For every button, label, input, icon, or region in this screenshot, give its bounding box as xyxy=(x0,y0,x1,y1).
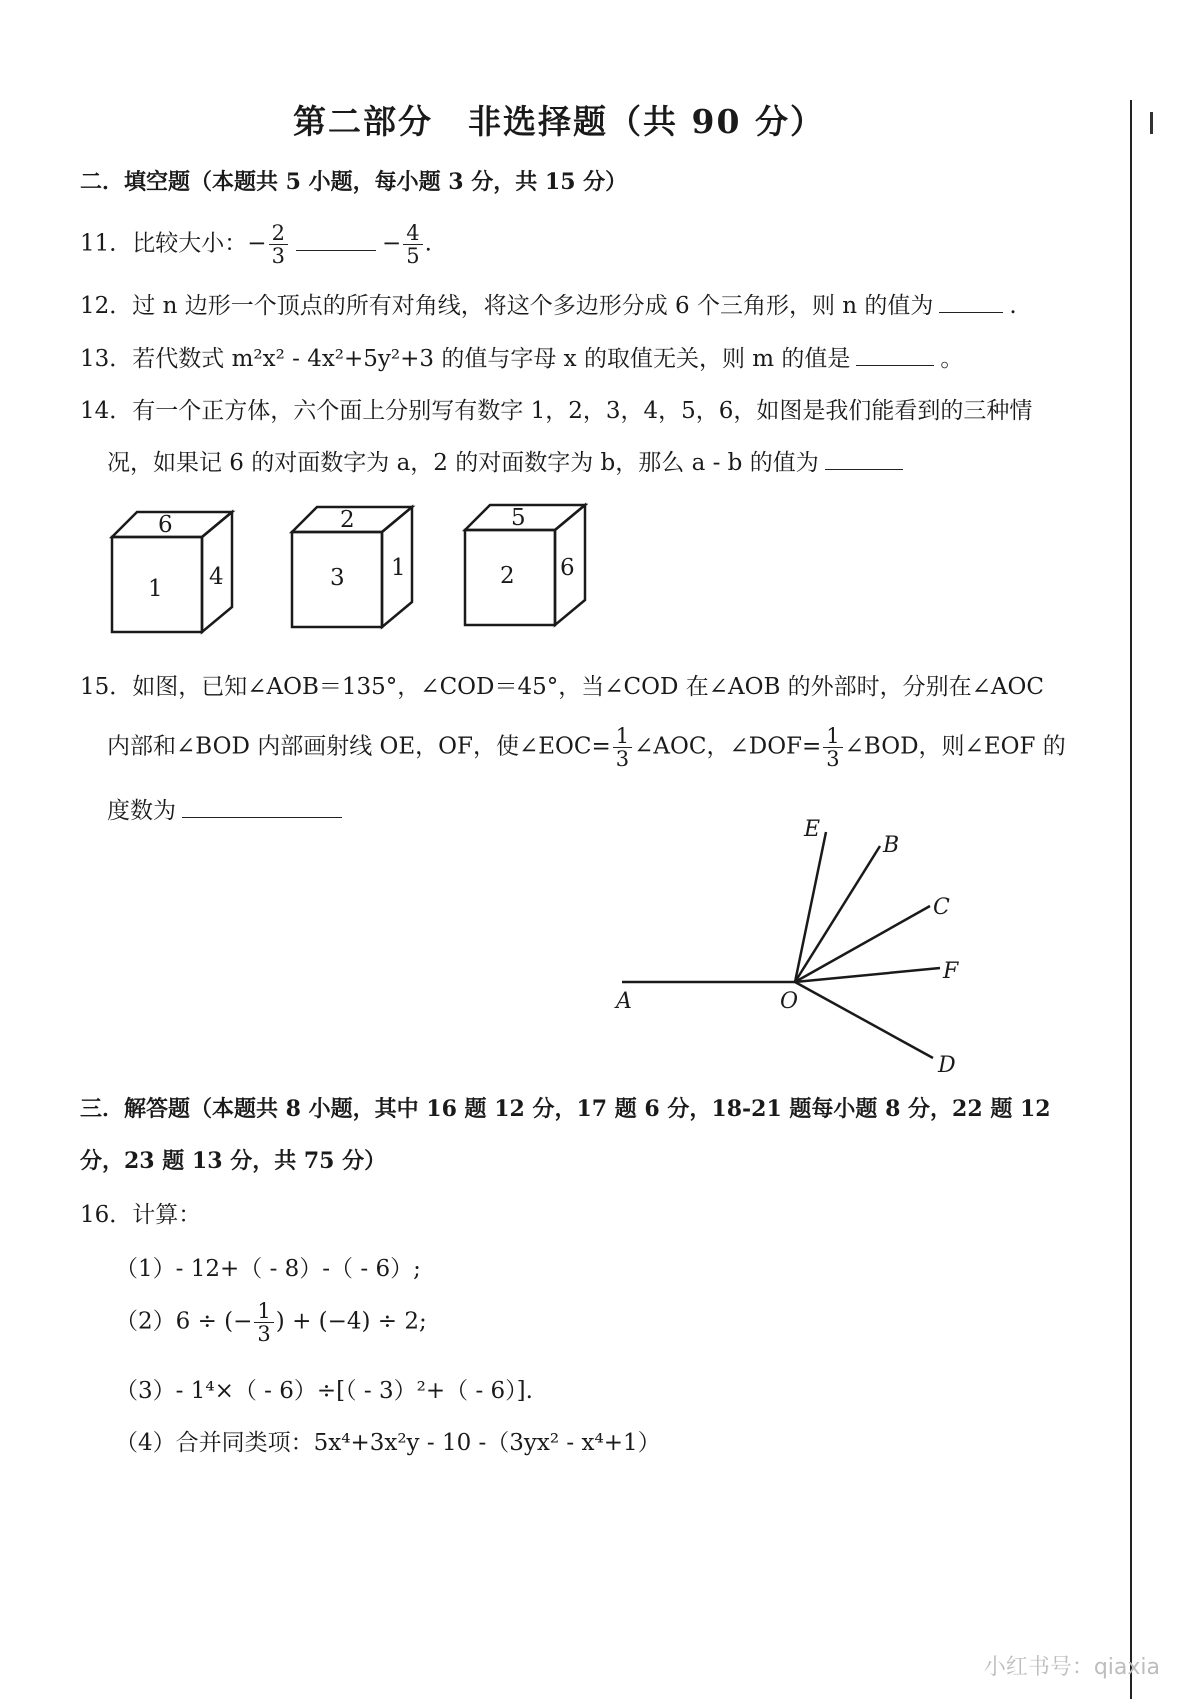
cube-2-front-number: 3 xyxy=(330,565,345,591)
question-15-line-2: 内部和∠BOD 内部画射线 OE，OF，使∠EOC= $\frac{1}{3}$ ∠AOC，∠DOF= $\frac{1}{3}$ ∠BOD，则∠EOF 的 xyxy=(107,724,1066,772)
question-16-part-1: （1）- 12+（ - 8）-（ - 6）; xyxy=(115,1256,421,1282)
cube-3-top-number: 5 xyxy=(511,505,526,531)
label-b: B xyxy=(883,833,900,858)
section-2-heading: 二．填空题（本题共 5 小题，每小题 3 分，共 15 分） xyxy=(80,169,628,195)
page-title: 第二部分 非选择题（共 90 分） xyxy=(293,102,825,141)
cube-3 xyxy=(463,503,593,637)
cube-2-side-number: 1 xyxy=(391,555,406,581)
q16-2-fraction: $\frac{1}{3}$ xyxy=(254,1300,273,1345)
cube-1-front-number: 1 xyxy=(148,576,163,602)
section-3-heading-line-1: 三．解答题（本题共 8 小题，其中 16 题 12 分，17 题 6 分，18-21 题每小题 8 分，22 题 12 xyxy=(80,1096,1051,1122)
cube-1 xyxy=(110,510,240,644)
cube-2-top-number: 2 xyxy=(340,507,355,533)
ray-od xyxy=(795,982,933,1058)
q11-minus-1: − xyxy=(247,230,267,257)
question-16-part-4: （4）合并同类项：5x⁴+3x²y - 10 -（3yx² - x⁴+1） xyxy=(115,1430,661,1456)
cube-3-front-number: 2 xyxy=(500,563,515,589)
q12-answer-blank[interactable] xyxy=(939,310,1003,313)
cube-2 xyxy=(290,505,420,639)
cube-3-side-number: 6 xyxy=(560,555,575,581)
label-d: D xyxy=(938,1053,956,1078)
question-12: 12．过 n 边形一个顶点的所有对角线，将这个多边形分成 6 个三角形，则 n 的值为 . xyxy=(80,293,1017,319)
q15-fraction-1: $\frac{1}{3}$ xyxy=(613,725,632,770)
label-o: O xyxy=(780,989,799,1014)
q11-answer-blank[interactable] xyxy=(296,248,376,251)
question-15-line-1: 15．如图，已知∠AOB＝135°，∠COD＝45°，当∠COD 在∠AOB 的外部时，分别在∠AOC xyxy=(80,674,1045,700)
section-3-heading-line-2: 分，23 题 13 分，共 75 分） xyxy=(80,1148,387,1174)
question-14-line-2: 况，如果记 6 的对面数字为 a，2 的对面数字为 b，那么 a - b 的值为 xyxy=(107,444,909,477)
q13-expression: m²x² - 4x²+5y²+3 xyxy=(231,346,435,372)
q15-fraction-2: $\frac{1}{3}$ xyxy=(823,725,842,770)
q13-answer-blank[interactable] xyxy=(856,363,934,366)
q11-fraction-2: $\frac{4}{5}$ xyxy=(403,222,422,267)
ray-ob xyxy=(795,846,880,982)
question-16-part-3: （3）- 1⁴×（ - 6）÷[（ - 3）²+（ - 6）]. xyxy=(115,1378,533,1404)
q11-minus-2: − xyxy=(381,230,402,257)
cube-1-side-number: 4 xyxy=(209,564,224,590)
question-13: 13．若代数式 m²x² - 4x²+5y²+3 的值与字母 x 的取值无关，则 m 的值是 。 xyxy=(80,346,964,372)
label-c: C xyxy=(933,895,950,920)
question-16: 16．计算： xyxy=(80,1202,202,1228)
question-14-line-1: 14．有一个正方体，六个面上分别写有数字 1，2，3，4，5，6，如图是我们能看到的三种情 xyxy=(80,398,1033,424)
angle-figure xyxy=(600,810,1000,1090)
label-e: E xyxy=(804,817,821,842)
q15-answer-blank[interactable] xyxy=(182,815,342,818)
question-16-part-2: （2）6 ÷ (− $\frac{1}{3}$ ) + (−4) ÷ 2; xyxy=(115,1299,427,1347)
watermark-text: 小红书号：qiaxia xyxy=(983,1655,1160,1680)
label-a: A xyxy=(616,989,632,1014)
q11-prefix: 11．比较大小： xyxy=(80,230,248,257)
cube-1-top-number: 6 xyxy=(158,512,173,538)
question-11: 11．比较大小：− $\frac{2}{3}$ − $\frac{4}{5}$ . xyxy=(80,221,432,269)
q11-fraction-1: $\frac{2}{3}$ xyxy=(269,222,288,267)
q14-answer-blank[interactable] xyxy=(825,467,903,470)
label-f: F xyxy=(943,959,959,984)
margin-mark xyxy=(1150,112,1153,134)
question-15-line-3: 度数为 xyxy=(107,792,348,825)
margin-rule xyxy=(1130,100,1132,1699)
